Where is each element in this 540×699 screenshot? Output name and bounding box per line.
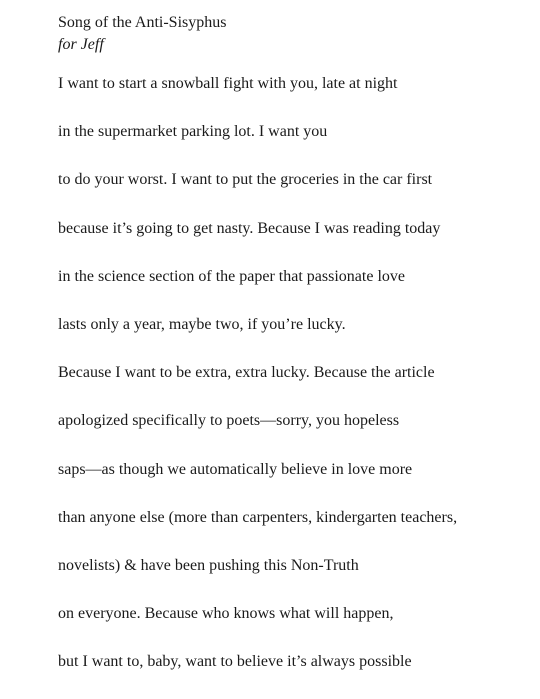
poem-line: but I want to, baby, want to believe it’s always possible bbox=[58, 653, 412, 671]
poem-line: in the supermarket parking lot. I want you bbox=[58, 123, 328, 141]
poem-dedication: for Jeff bbox=[58, 36, 104, 53]
poem-title: Song of the Anti-Sisyphus bbox=[58, 14, 227, 31]
poem-line: to do your worst. I want to put the groceries in the car first bbox=[58, 171, 433, 189]
poem-line: I want to start a snowball fight with you, late at night bbox=[58, 75, 398, 92]
poem-line: Because I want to be extra, extra lucky. Because the article bbox=[58, 364, 435, 382]
poem-line: on everyone. Because who knows what will happen, bbox=[58, 605, 394, 623]
poem-lines bbox=[58, 73, 528, 673]
poem-line: than anyone else (more than carpenters, kindergarten teachers, bbox=[58, 508, 458, 526]
poem-line: in the science section of the paper that passionate love bbox=[58, 267, 405, 285]
poem-line: lasts only a year, maybe two, if you’re lucky. bbox=[58, 315, 346, 333]
poem-line: because it’s going to get nasty. Because I was reading today bbox=[58, 219, 441, 237]
poem bbox=[58, 12, 528, 699]
poem-line: saps—as though we automatically believe in love more bbox=[58, 460, 413, 478]
poem-line: apologized specifically to poets—sorry, you hopeless bbox=[58, 412, 400, 430]
poem-line: novelists) & have been pushing this Non-Truth bbox=[58, 556, 359, 574]
